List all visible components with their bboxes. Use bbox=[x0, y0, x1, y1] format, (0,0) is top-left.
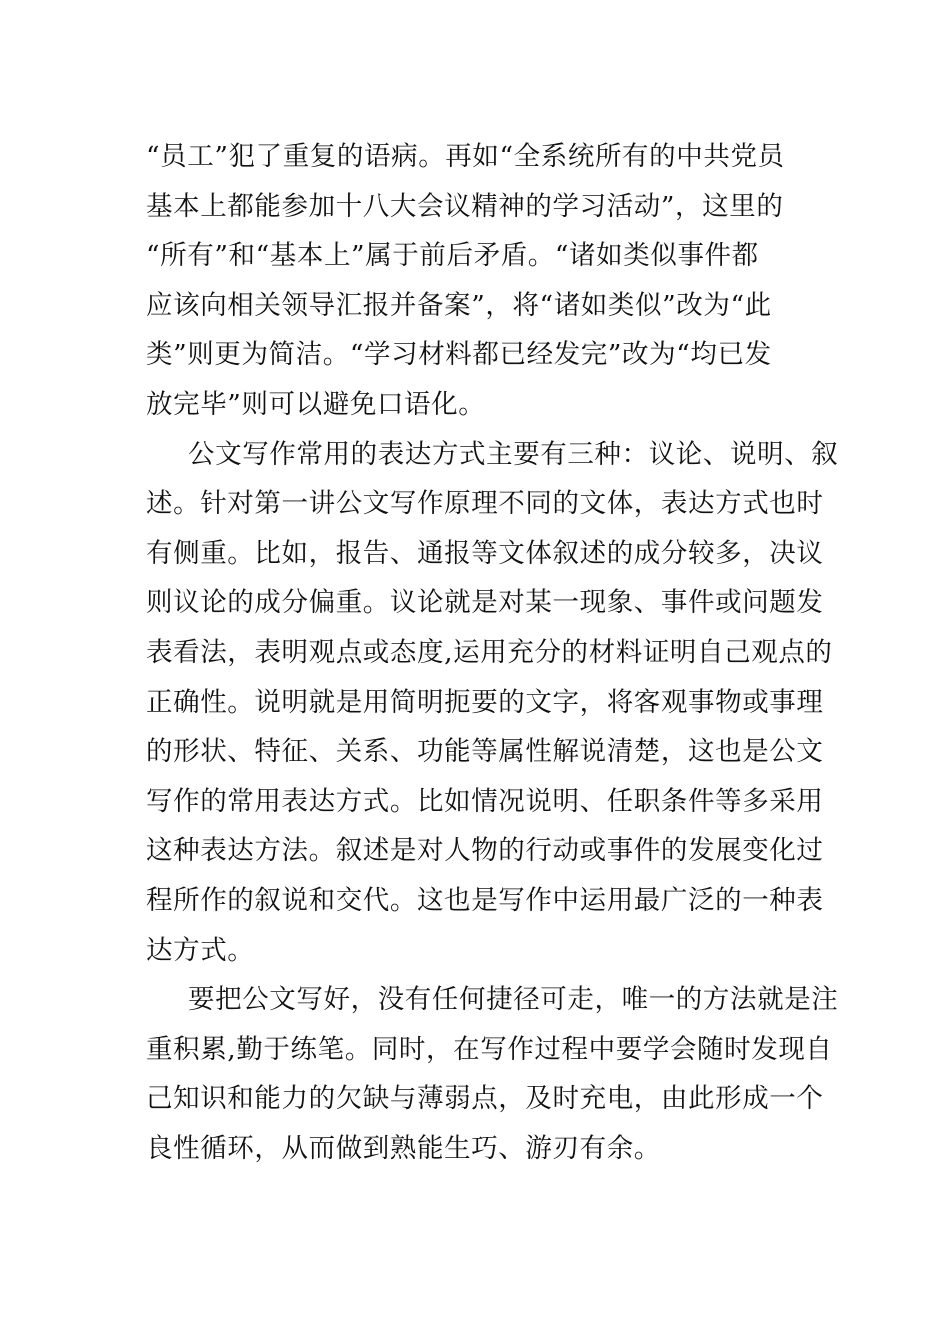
text-line: 写作的常用表达方式。比如情况说明、任职条件等多采用 bbox=[146, 785, 824, 817]
text-line: 述。针对第一讲公文写作原理不同的文体，表达方式也时 bbox=[146, 488, 824, 520]
text-line: 有侧重。比如，报告、通报等文体叙述的成分较多，决议 bbox=[146, 537, 824, 569]
text-line: 这种表达方法。叙述是对人物的行动或事件的发展变化过 bbox=[146, 835, 824, 867]
text-line: 重积累,勤于练笔。同时，在写作过程中要学会随时发现自 bbox=[146, 1033, 833, 1065]
paragraph-2 bbox=[146, 430, 839, 976]
text-line: “员工”犯了重复的语病。再如“全系统所有的中共党员 bbox=[146, 141, 785, 172]
text-line: 基本上都能参加十八大会议精神的学习活动”，这里的 bbox=[146, 190, 784, 222]
paragraph-3 bbox=[146, 975, 839, 1173]
text-line: 应该向相关领导汇报并备案”，将“诸如类似”改为“此 bbox=[146, 289, 772, 321]
text-line: 表看法，表明观点或态度,运用充分的材料证明自己观点的 bbox=[146, 636, 833, 668]
text-line: 公文写作常用的表达方式主要有三种：议论、说明、叙 bbox=[188, 438, 839, 470]
text-line: 则议论的成分偏重。议论就是对某一现象、事件或问题发 bbox=[146, 587, 824, 619]
text-line: 放完毕”则可以避免口语化。 bbox=[146, 388, 486, 420]
text-line: 类”则更为简洁。“学习材料都已经发完”改为“均已发 bbox=[146, 339, 772, 371]
text-line: 己知识和能力的欠缺与薄弱点，及时充电，由此形成一个 bbox=[146, 1083, 824, 1115]
text-line: “所有”和“基本上”属于前后矛盾。“诸如类似事件都 bbox=[146, 240, 759, 272]
text-line: 良性循环，从而做到熟能生巧、游刃有余。 bbox=[146, 1132, 661, 1164]
paragraph-1 bbox=[146, 132, 810, 430]
body-text bbox=[146, 132, 839, 1173]
text-line: 程所作的叙说和交代。这也是写作中运用最广泛的一种表 bbox=[146, 884, 824, 916]
text-line: 的形状、特征、关系、功能等属性解说清楚，这也是公文 bbox=[146, 736, 824, 768]
text-line: 要把公文写好，没有任何捷径可走，唯一的方法就是注 bbox=[188, 984, 839, 1016]
text-line: 达方式。 bbox=[146, 934, 255, 966]
text-line: 正确性。说明就是用简明扼要的文字，将客观事物或事理 bbox=[146, 686, 824, 718]
